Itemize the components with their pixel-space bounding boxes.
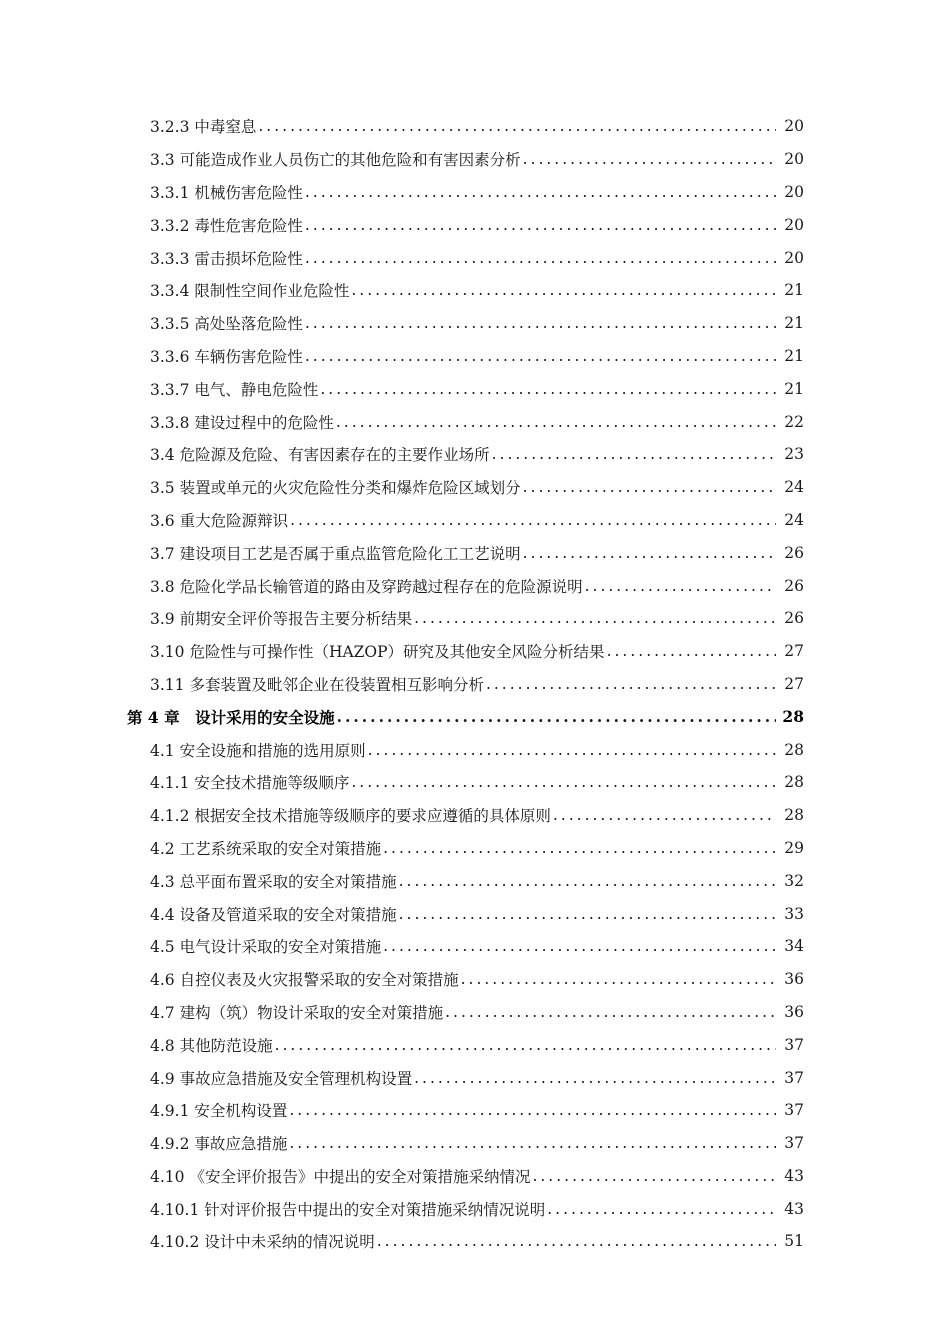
- toc-row[interactable]: [0, 1192, 950, 1225]
- toc-row[interactable]: [0, 766, 950, 799]
- toc-entry-title: 第 4 章 设计采用的安全设施: [127, 707, 335, 727]
- toc-page-number: 26: [784, 609, 804, 628]
- toc-dot-leader: [337, 707, 776, 726]
- toc-dot-leader: [553, 806, 776, 824]
- toc-dot-leader: [305, 314, 776, 332]
- toc-row[interactable]: [0, 471, 950, 504]
- toc-page-number: 36: [784, 1002, 804, 1021]
- toc-entry-title: 4.6 自控仪表及火灾报警采取的安全对策措施: [150, 971, 459, 990]
- toc-page-number: 28: [784, 806, 804, 825]
- toc-entry-title: 4.3 总平面布置采取的安全对策措施: [150, 872, 397, 891]
- toc-page-number: 20: [784, 117, 804, 136]
- toc-row[interactable]: [0, 602, 950, 635]
- toc-dot-leader: [547, 1200, 776, 1218]
- toc-entry-title: 4.5 电气设计采取的安全对策措施: [150, 938, 382, 957]
- toc-chapter-row[interactable]: [0, 700, 950, 733]
- toc-entry-title: 4.10 《安全评价报告》中提出的安全对策措施采纳情况: [150, 1167, 531, 1186]
- toc-row[interactable]: [0, 1160, 950, 1193]
- toc-row[interactable]: [0, 307, 950, 340]
- toc-page-number: 21: [784, 281, 804, 300]
- toc-row[interactable]: [0, 143, 950, 176]
- toc-dot-leader: [383, 937, 776, 955]
- toc-row[interactable]: [0, 1061, 950, 1094]
- toc-entry-title: 3.3 可能造成作业人员伤亡的其他危险和有害因素分析: [150, 151, 521, 170]
- toc-row[interactable]: [0, 241, 950, 274]
- toc-page-number: 22: [784, 412, 804, 431]
- toc-row[interactable]: [0, 504, 950, 537]
- toc-dot-leader: [258, 117, 776, 135]
- toc-dot-leader: [336, 413, 776, 431]
- toc-row[interactable]: [0, 405, 950, 438]
- toc-page-number: 37: [784, 1068, 804, 1087]
- toc-entry-title: 3.8 危险化学品长输管道的路由及穿跨越过程存在的危险源说明: [150, 577, 583, 596]
- toc-page-number: 20: [784, 150, 804, 169]
- toc-page-number: 27: [784, 674, 804, 693]
- toc-page-number: 36: [784, 970, 804, 989]
- toc-entry-title: 3.3.3 雷击损坏危险性: [150, 249, 303, 268]
- toc-dot-leader: [486, 675, 776, 693]
- toc-entry-title: 3.10 危险性与可操作性（HAZOP）研究及其他安全风险分析结果: [150, 643, 605, 662]
- toc-row[interactable]: [0, 438, 950, 471]
- toc-dot-leader: [275, 1036, 776, 1054]
- toc-dot-leader: [607, 642, 776, 660]
- toc-page-number: 28: [784, 740, 804, 759]
- toc-dot-leader: [305, 249, 776, 267]
- toc-dot-leader: [289, 1134, 776, 1152]
- toc-dot-leader: [351, 281, 776, 299]
- toc-row[interactable]: [0, 536, 950, 569]
- toc-row[interactable]: [0, 372, 950, 405]
- toc-entry-title: 3.9 前期安全评价等报告主要分析结果: [150, 610, 413, 629]
- toc-page-number: 27: [784, 642, 804, 661]
- toc-page-number: 20: [784, 248, 804, 267]
- table-of-contents: [0, 110, 950, 1258]
- toc-dot-leader: [305, 216, 776, 234]
- toc-page-number: 24: [784, 478, 804, 497]
- toc-row[interactable]: [0, 668, 950, 701]
- toc-row[interactable]: [0, 832, 950, 865]
- toc-dot-leader: [305, 347, 776, 365]
- toc-row[interactable]: [0, 110, 950, 143]
- toc-entry-title: 3.3.2 毒性危害危险性: [150, 216, 303, 235]
- toc-page-number: 29: [784, 838, 804, 857]
- toc-page-number: 26: [784, 543, 804, 562]
- toc-row[interactable]: [0, 1094, 950, 1127]
- toc-entry-title: 3.3.8 建设过程中的危险性: [150, 413, 334, 432]
- toc-dot-leader: [351, 773, 776, 791]
- toc-entry-title: 4.2 工艺系统采取的安全对策措施: [150, 839, 382, 858]
- toc-entry-title: 3.3.4 限制性空间作业危险性: [150, 282, 350, 301]
- toc-entry-title: 3.11 多套装置及毗邻企业在役装置相互影响分析: [150, 675, 484, 694]
- toc-page-number: 37: [784, 1035, 804, 1054]
- toc-page-number: 20: [784, 182, 804, 201]
- toc-row[interactable]: [0, 274, 950, 307]
- toc-row[interactable]: [0, 340, 950, 373]
- toc-page-number: 32: [784, 871, 804, 890]
- toc-page-number: 26: [784, 576, 804, 595]
- toc-dot-leader: [289, 1101, 776, 1119]
- toc-entry-title: 4.1 安全设施和措施的选用原则: [150, 741, 366, 760]
- toc-row[interactable]: [0, 963, 950, 996]
- toc-page-number: 51: [784, 1232, 804, 1251]
- toc-entry-title: 3.3.5 高处坠落危险性: [150, 315, 303, 334]
- toc-dot-leader: [290, 511, 776, 529]
- toc-row[interactable]: [0, 1225, 950, 1258]
- toc-dot-leader: [377, 1232, 776, 1250]
- toc-entry-title: 4.1.2 根据安全技术措施等级顺序的要求应遵循的具体原则: [150, 807, 551, 826]
- toc-row[interactable]: [0, 635, 950, 668]
- toc-entry-title: 3.3.1 机械伤害危险性: [150, 183, 303, 202]
- toc-entry-title: 4.10.2 设计中未采纳的情况说明: [150, 1233, 375, 1252]
- toc-dot-leader: [399, 905, 776, 923]
- toc-page-number: 24: [784, 510, 804, 529]
- toc-dot-leader: [532, 1167, 776, 1185]
- toc-entry-title: 4.1.1 安全技术措施等级顺序: [150, 774, 350, 793]
- toc-entry-title: 3.2.3 中毒窒息: [150, 118, 257, 137]
- toc-dot-leader: [523, 150, 776, 168]
- toc-entry-title: 3.7 建设项目工艺是否属于重点监管危险化工工艺说明: [150, 544, 521, 563]
- toc-dot-leader: [383, 839, 776, 857]
- toc-page-number: 34: [784, 937, 804, 956]
- toc-page-number: 21: [784, 314, 804, 333]
- toc-dot-leader: [368, 741, 776, 759]
- toc-row[interactable]: [0, 733, 950, 766]
- toc-dot-leader: [305, 183, 776, 201]
- toc-row[interactable]: [0, 569, 950, 602]
- toc-page-number: 21: [784, 379, 804, 398]
- toc-row[interactable]: [0, 176, 950, 209]
- toc-dot-leader: [461, 970, 776, 988]
- toc-entry-title: 3.3.7 电气、静电危险性: [150, 380, 319, 399]
- toc-entry-title: 4.9.1 安全机构设置: [150, 1102, 288, 1121]
- toc-entry-title: 4.4 设备及管道采取的安全对策措施: [150, 905, 397, 924]
- toc-page-number: 28: [782, 707, 804, 727]
- toc-page-number: 33: [784, 904, 804, 923]
- toc-page-number: 23: [784, 445, 804, 464]
- toc-dot-leader: [585, 577, 776, 595]
- toc-entry-title: 4.9.2 事故应急措施: [150, 1135, 288, 1154]
- toc-entry-title: 3.4 危险源及危险、有害因素存在的主要作业场所: [150, 446, 490, 465]
- toc-page-number: 28: [784, 773, 804, 792]
- toc-entry-title: 3.6 重大危险源辩识: [150, 511, 289, 530]
- toc-row[interactable]: [0, 208, 950, 241]
- toc-dot-leader: [523, 478, 776, 496]
- toc-entry-title: 3.3.6 车辆伤害危险性: [150, 347, 303, 366]
- toc-dot-leader: [492, 445, 776, 463]
- toc-entry-title: 4.9 事故应急措施及安全管理机构设置: [150, 1069, 413, 1088]
- toc-dot-leader: [445, 1003, 776, 1021]
- toc-page-number: 21: [784, 346, 804, 365]
- toc-page-number: 20: [784, 215, 804, 234]
- toc-row[interactable]: [0, 799, 950, 832]
- toc-row[interactable]: [0, 930, 950, 963]
- toc-row[interactable]: [0, 897, 950, 930]
- toc-entry-title: 4.10.1 针对评价报告中提出的安全对策措施采纳情况说明: [150, 1200, 546, 1219]
- toc-dot-leader: [523, 544, 776, 562]
- toc-dot-leader: [414, 1069, 776, 1087]
- toc-page-number: 37: [784, 1134, 804, 1153]
- toc-dot-leader: [399, 872, 776, 890]
- toc-row[interactable]: [0, 864, 950, 897]
- toc-dot-leader: [414, 609, 776, 627]
- toc-dot-leader: [320, 380, 776, 398]
- toc-entry-title: 4.8 其他防范设施: [150, 1036, 273, 1055]
- toc-page-number: 43: [784, 1166, 804, 1185]
- toc-entry-title: 4.7 建构（筑）物设计采取的安全对策措施: [150, 1003, 444, 1022]
- toc-page-number: 43: [784, 1199, 804, 1218]
- toc-entry-title: 3.5 装置或单元的火灾危险性分类和爆炸危险区域划分: [150, 479, 521, 498]
- toc-row[interactable]: [0, 1028, 950, 1061]
- toc-page-number: 37: [784, 1101, 804, 1120]
- toc-row[interactable]: [0, 1127, 950, 1160]
- toc-row[interactable]: [0, 996, 950, 1029]
